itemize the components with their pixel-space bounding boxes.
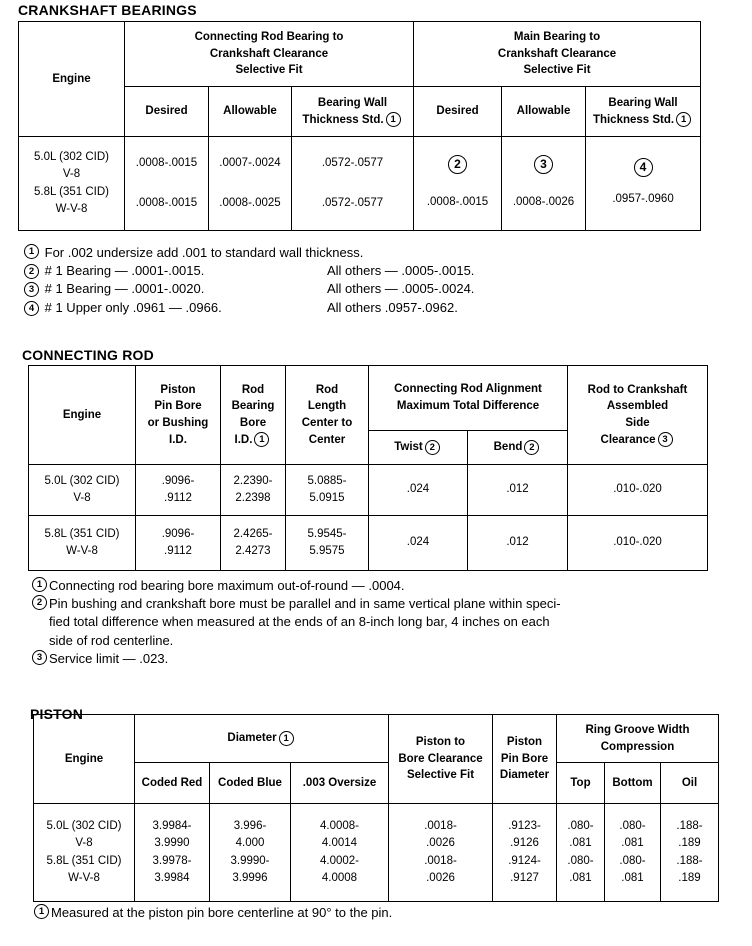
header-rod-clearance: Connecting Rod Bearing to Crankshaft Clearance Selective Fit <box>125 22 414 87</box>
pin-bore-cell: .9096- .9112 <box>136 516 221 571</box>
pin-bore-cell: .9123- .9126 .9124- .9127 <box>493 804 557 902</box>
rod-bore-cell: 2.2390- 2.2398 <box>221 465 286 516</box>
header-rod-wall: Bearing Wall Thickness Std. 1 <box>292 87 414 137</box>
main-desired-cell: 2 .0008-.0015 <box>414 137 502 231</box>
rod-length-cell: 5.0885- 5.0915 <box>286 465 369 516</box>
note-row: 3 # 1 Bearing — .0001-.0020. All others — .0005-.0024. <box>22 280 474 298</box>
note-2-marker: 2 <box>425 440 440 455</box>
main-allowable-cell: 3 .0008-.0026 <box>502 137 586 231</box>
header-main-desired: Desired <box>414 87 502 137</box>
header-ring-groove: Ring Groove Width Compression <box>557 715 719 763</box>
note-row: 2 # 1 Bearing — .0001-.0015. All others — .0005-.0015. <box>22 262 474 280</box>
main-wall-cell: 4 .0957-.0960 <box>586 137 701 231</box>
note-1-marker: 1 <box>676 112 691 127</box>
note-1-marker: 1 <box>279 731 294 746</box>
connecting-rod-table <box>28 365 708 571</box>
note-row: 1 Measured at the piston pin bore centerline at 90° to the pin. <box>32 904 392 922</box>
coded-blue-cell: 3.996- 4.000 3.9990- 3.9996 <box>210 804 291 902</box>
crankshaft-notes <box>22 244 474 317</box>
note-2-marker: 2 <box>524 440 539 455</box>
piston-title: PISTON <box>30 706 84 722</box>
oil-cell: .188- .189 .188- .189 <box>661 804 719 902</box>
table-row <box>29 516 708 571</box>
crankshaft-table <box>18 21 701 231</box>
header-rod-allowable: Allowable <box>209 87 292 137</box>
engine-cell: 5.0L (302 CID) V-8 <box>29 465 136 516</box>
header-top: Top <box>557 763 605 804</box>
connecting-rod-title: CONNECTING ROD <box>22 347 154 363</box>
header-rod-length: Rod Length Center to Center <box>286 366 369 465</box>
twist-cell: .024 <box>369 516 468 571</box>
header-side-clearance: Rod to Crankshaft Assembled Side Clearance 3 <box>568 366 708 465</box>
note-4-marker: 4 <box>634 158 653 177</box>
crankshaft-title: CRANKSHAFT BEARINGS <box>18 2 197 18</box>
header-bottom: Bottom <box>605 763 661 804</box>
header-engine: Engine <box>19 22 125 137</box>
piston-notes <box>32 904 392 922</box>
header-bend: Bend 2 <box>468 431 568 465</box>
header-bore-clearance: Piston to Bore Clearance Selective Fit <box>389 715 493 804</box>
note-3-marker: 3 <box>534 155 553 174</box>
side-clearance-cell: .010-.020 <box>568 516 708 571</box>
top-cell: .080- .081 .080- .081 <box>557 804 605 902</box>
note-row: 4 # 1 Upper only .0961 — .0966. All others .0957-.0962. <box>22 299 474 317</box>
header-engine: Engine <box>29 366 136 465</box>
header-diameter: Diameter 1 <box>135 715 389 763</box>
header-coded-blue: Coded Blue <box>210 763 291 804</box>
note-row: 2 Pin bushing and crankshaft bore must be parallel and in same vertical plane within speci- <box>30 595 561 613</box>
header-main-allowable: Allowable <box>502 87 586 137</box>
bore-clearance-cell: .0018- .0026 .0018- .0026 <box>389 804 493 902</box>
header-rod-desired: Desired <box>125 87 209 137</box>
note-row: fied total difference when measured at the ends of an 8-inch long bar, 4 inches on each <box>49 614 550 630</box>
note-2-marker: 2 <box>448 155 467 174</box>
header-oil: Oil <box>661 763 719 804</box>
table-row <box>29 465 708 516</box>
note-1-marker: 1 <box>386 112 401 127</box>
rod-bore-cell: 2.4265- 2.4273 <box>221 516 286 571</box>
header-rod-bore: Rod Bearing Bore I.D. 1 <box>221 366 286 465</box>
header-main-wall: Bearing Wall Thickness Std. 1 <box>586 87 701 137</box>
header-pin-bore: Piston Pin Bore or Bushing I.D. <box>136 366 221 465</box>
bend-cell: .012 <box>468 465 568 516</box>
rod-wall-cell: .0572-.0577 .0572-.0577 <box>292 137 414 231</box>
header-pin-bore: Piston Pin Bore Diameter <box>493 715 557 804</box>
engine-cell: 5.0L (302 CID) V-8 5.8L (351 CID) W-V-8 <box>19 137 125 231</box>
twist-cell: .024 <box>369 465 468 516</box>
rod-length-cell: 5.9545- 5.9575 <box>286 516 369 571</box>
note-row: side of rod centerline. <box>49 632 174 648</box>
header-main-clearance: Main Bearing to Crankshaft Clearance Selective Fit <box>414 22 701 87</box>
oversize-cell: 4.0008- 4.0014 4.0002- 4.0008 <box>291 804 389 902</box>
connecting-rod-notes <box>30 577 561 668</box>
piston-table <box>33 714 719 902</box>
rod-allowable-cell: .0007-.0024 .0008-.0025 <box>209 137 292 231</box>
header-oversize: .003 Oversize <box>291 763 389 804</box>
note-3-marker: 3 <box>658 432 673 447</box>
header-coded-red: Coded Red <box>135 763 210 804</box>
header-twist: Twist 2 <box>369 431 468 465</box>
rod-desired-cell: .0008-.0015 .0008-.0015 <box>125 137 209 231</box>
header-alignment: Connecting Rod Alignment Maximum Total Difference <box>369 366 568 431</box>
note-1-marker: 1 <box>254 432 269 447</box>
engine-cell: 5.8L (351 CID) W-V-8 <box>29 516 136 571</box>
pin-bore-cell: .9096- .9112 <box>136 465 221 516</box>
side-clearance-cell: .010-.020 <box>568 465 708 516</box>
note-row: 3 Service limit — .023. <box>30 650 561 668</box>
note-row: 1 For .002 undersize add .001 to standard wall thickness. <box>22 244 474 262</box>
note-row: 1 Connecting rod bearing bore maximum out-of-round — .0004. <box>30 577 561 595</box>
bottom-cell: .080- .081 .080- .081 <box>605 804 661 902</box>
coded-red-cell: 3.9984- 3.9990 3.9978- 3.9984 <box>135 804 210 902</box>
header-engine: Engine <box>34 715 135 804</box>
engine-cell: 5.0L (302 CID) V-8 5.8L (351 CID) W-V-8 <box>34 804 135 902</box>
bend-cell: .012 <box>468 516 568 571</box>
